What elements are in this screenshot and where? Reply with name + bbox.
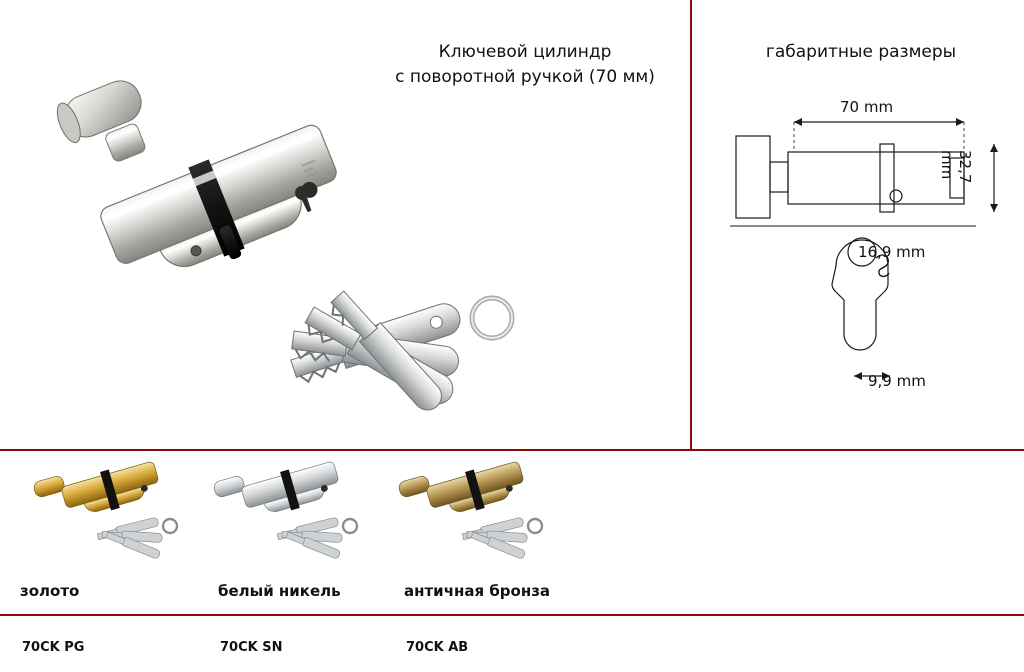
footer-separator: [0, 614, 1024, 616]
dimensions-title: габаритные размеры: [765, 42, 957, 62]
keys-illustration: [275, 268, 540, 428]
dim-width-label: 16,9 mm: [858, 243, 926, 261]
dim-length-label: 70 mm: [840, 98, 894, 116]
product-title-line2: с поворотной ручкой (70 мм): [395, 67, 655, 87]
variant-label-bronze: античная бронза: [404, 582, 551, 600]
dim-height-label: 32,7 mm: [938, 150, 974, 184]
variant-antique-bronze: [385, 452, 585, 572]
variant-label-nickel: белый никель: [218, 582, 341, 600]
dim-thickness-label: 9,9 mm: [868, 372, 926, 390]
product-title: [360, 40, 690, 90]
cylinder-illustration: [50, 78, 390, 278]
variant-code-gold: 70CK PG: [22, 640, 85, 655]
vertical-separator: [690, 0, 692, 451]
horizontal-separator: [0, 449, 1024, 451]
variant-gold: [20, 452, 220, 572]
variant-nickel: [200, 452, 400, 572]
product-title-line1: Ключевой цилиндр: [438, 42, 612, 62]
variant-code-nickel: 70CK SN: [220, 640, 283, 655]
variant-code-bronze: 70CK AB: [406, 640, 469, 655]
variant-label-gold: золото: [20, 582, 80, 600]
